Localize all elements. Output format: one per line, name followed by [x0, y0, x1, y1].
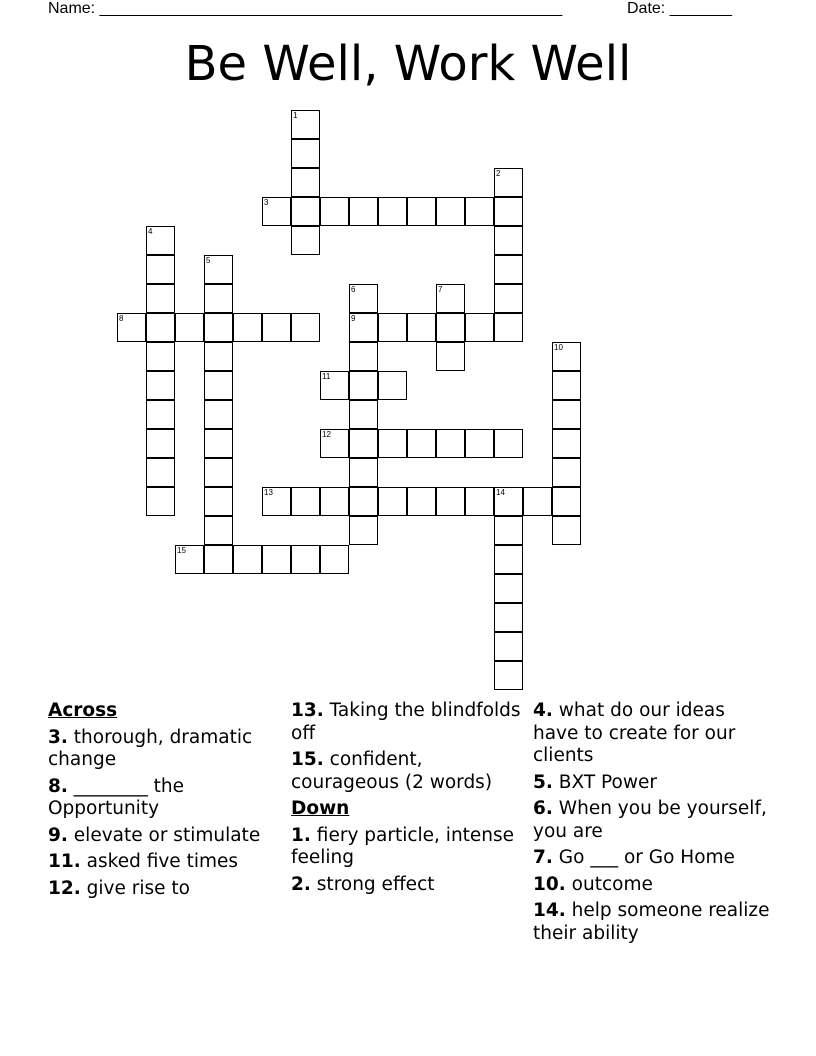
down-heading: Down	[291, 798, 350, 819]
clue-down-2	[291, 874, 521, 897]
cell-number: 9	[351, 314, 356, 323]
grid-cell[interactable]	[407, 197, 436, 226]
grid-cell[interactable]	[552, 342, 581, 371]
grid-cell[interactable]	[494, 632, 523, 661]
grid-cell[interactable]	[465, 197, 494, 226]
clue-column-1	[48, 700, 278, 904]
cell-number: 15	[177, 546, 186, 555]
grid-cell[interactable]	[378, 487, 407, 516]
grid-cell[interactable]	[552, 371, 581, 400]
cell-number: 10	[554, 343, 563, 352]
grid-cell[interactable]	[378, 313, 407, 342]
grid-cell[interactable]	[407, 487, 436, 516]
cell-number: 13	[264, 488, 273, 497]
grid-cell[interactable]	[494, 313, 523, 342]
clue-text: outcome	[571, 873, 653, 895]
clue-down-10	[533, 874, 773, 897]
clue-number: 4.	[533, 700, 553, 721]
clue-number: 15.	[291, 749, 324, 770]
name-field: Name: ____________________________________________________	[48, 0, 563, 17]
grid-cell[interactable]	[320, 429, 349, 458]
date-field: Date: _______	[627, 0, 732, 17]
grid-cell[interactable]	[436, 313, 465, 342]
grid-cell[interactable]	[494, 603, 523, 632]
grid-cell[interactable]	[436, 284, 465, 313]
grid-cell[interactable]	[465, 313, 494, 342]
clue-number: 8.	[48, 775, 68, 797]
grid-cell[interactable]	[349, 197, 378, 226]
clue-number: 11.	[48, 851, 81, 872]
cell-number: 4	[148, 227, 153, 236]
grid-cell[interactable]	[146, 371, 175, 400]
grid-cell[interactable]	[117, 313, 146, 342]
grid-cell[interactable]	[349, 400, 378, 429]
grid-cell[interactable]	[146, 429, 175, 458]
clue-down-5	[533, 772, 773, 795]
grid-cell[interactable]	[146, 400, 175, 429]
grid-cell[interactable]	[320, 371, 349, 400]
clue-text: elevate or stimulate	[73, 824, 261, 846]
clue-across-15	[291, 749, 521, 794]
grid-cell[interactable]	[407, 429, 436, 458]
grid-cell[interactable]	[204, 342, 233, 371]
clue-text: Go ___ or Go Home	[558, 847, 735, 868]
grid-cell[interactable]	[523, 487, 552, 516]
clue-number: 10.	[533, 873, 566, 895]
clue-text: strong effect	[316, 873, 435, 895]
clue-number: 3.	[48, 726, 68, 748]
cell-number: 11	[322, 372, 331, 381]
grid-cell[interactable]	[494, 487, 523, 516]
grid-cell[interactable]	[291, 168, 320, 197]
clue-across-8	[48, 776, 278, 821]
clue-number: 13.	[291, 700, 324, 721]
clue-text: what do our ideas have to create for our clients	[533, 700, 742, 766]
grid-cell[interactable]	[494, 545, 523, 574]
grid-cell[interactable]	[291, 110, 320, 139]
grid-cell[interactable]	[436, 197, 465, 226]
grid-cell[interactable]	[204, 429, 233, 458]
clue-text: Taking the blindfolds off	[291, 700, 527, 744]
grid-cell[interactable]	[146, 458, 175, 487]
grid-cell[interactable]	[494, 516, 523, 545]
grid-cell[interactable]	[146, 313, 175, 342]
clue-number: 1.	[291, 824, 311, 846]
grid-cell[interactable]	[552, 400, 581, 429]
grid-cell[interactable]	[262, 487, 291, 516]
clue-number: 9.	[48, 824, 68, 846]
clue-across-13	[291, 700, 527, 745]
grid-cell[interactable]	[494, 255, 523, 284]
clue-across-11	[48, 851, 278, 874]
cell-number: 3	[264, 198, 269, 207]
grid-cell[interactable]	[291, 545, 320, 574]
clue-number: 2.	[291, 873, 311, 895]
cell-number: 5	[206, 256, 211, 265]
grid-cell[interactable]	[494, 284, 523, 313]
grid-cell[interactable]	[494, 574, 523, 603]
clue-number: 5.	[533, 771, 553, 793]
clue-text: fiery particle, intense feeling	[291, 824, 520, 868]
grid-cell[interactable]	[494, 661, 523, 690]
grid-cell[interactable]	[204, 371, 233, 400]
grid-cell[interactable]	[204, 400, 233, 429]
page-title: Be Well, Work Well	[184, 36, 632, 92]
cell-number: 2	[496, 169, 501, 178]
clue-down-6	[533, 798, 773, 843]
grid-cell[interactable]	[494, 168, 523, 197]
cell-number: 7	[438, 285, 443, 294]
grid-cell[interactable]	[349, 487, 378, 516]
clue-number: 7.	[533, 847, 553, 868]
clue-column-2	[291, 700, 527, 900]
grid-cell[interactable]	[204, 545, 233, 574]
grid-cell[interactable]	[204, 516, 233, 545]
grid-cell[interactable]	[349, 313, 378, 342]
clue-text: BXT Power	[558, 771, 657, 793]
grid-cell[interactable]	[552, 516, 581, 545]
grid-cell[interactable]	[262, 197, 291, 226]
grid-cell[interactable]	[146, 226, 175, 255]
grid-cell[interactable]	[291, 226, 320, 255]
grid-cell[interactable]	[204, 458, 233, 487]
clue-text: ________ the Opportunity	[48, 775, 190, 819]
clue-text: help someone realize their ability	[533, 900, 776, 944]
grid-cell[interactable]	[378, 371, 407, 400]
clue-text: When you be yourself, you are	[533, 798, 773, 842]
clue-down-14	[533, 900, 776, 945]
grid-cell[interactable]	[349, 429, 378, 458]
clue-column-3	[533, 700, 776, 949]
grid-cell[interactable]	[146, 342, 175, 371]
grid-cell[interactable]	[552, 458, 581, 487]
grid-cell[interactable]	[320, 545, 349, 574]
clue-across-9	[48, 825, 278, 848]
grid-cell[interactable]	[204, 255, 233, 284]
clue-text: asked five times	[86, 851, 239, 872]
grid-cell[interactable]	[320, 197, 349, 226]
clue-text: confident, courageous (2 words)	[291, 749, 493, 793]
grid-cell[interactable]	[175, 313, 204, 342]
clue-number: 6.	[533, 798, 553, 819]
grid-cell[interactable]	[262, 545, 291, 574]
grid-cell[interactable]	[204, 284, 233, 313]
grid-cell[interactable]	[175, 545, 204, 574]
grid-cell[interactable]	[349, 371, 378, 400]
across-heading: Across	[48, 700, 118, 721]
grid-cell[interactable]	[494, 429, 523, 458]
grid-cell[interactable]	[465, 429, 494, 458]
clue-text: give rise to	[86, 877, 190, 899]
grid-cell[interactable]	[349, 458, 378, 487]
grid-cell[interactable]	[494, 197, 523, 226]
grid-cell[interactable]	[291, 487, 320, 516]
grid-cell[interactable]	[204, 487, 233, 516]
grid-cell[interactable]	[146, 284, 175, 313]
grid-cell[interactable]	[262, 313, 291, 342]
grid-cell[interactable]	[436, 487, 465, 516]
grid-cell[interactable]	[494, 226, 523, 255]
cell-number: 12	[322, 430, 331, 439]
clue-text: thorough, dramatic change	[48, 726, 259, 770]
grid-cell[interactable]	[233, 545, 262, 574]
grid-cell[interactable]	[552, 429, 581, 458]
grid-cell[interactable]	[146, 487, 175, 516]
clue-down-4	[533, 700, 773, 768]
grid-cell[interactable]	[436, 429, 465, 458]
cell-number: 14	[496, 488, 505, 497]
grid-cell[interactable]	[349, 516, 378, 545]
cell-number: 8	[119, 314, 124, 323]
grid-cell[interactable]	[349, 342, 378, 371]
grid-cell[interactable]	[291, 197, 320, 226]
grid-cell[interactable]	[233, 313, 262, 342]
grid-cell[interactable]	[436, 342, 465, 371]
clue-down-7	[533, 847, 773, 870]
grid-cell[interactable]	[204, 313, 233, 342]
grid-cell[interactable]	[349, 284, 378, 313]
clue-across-3	[48, 727, 278, 772]
grid-cell[interactable]	[146, 255, 175, 284]
clue-number: 12.	[48, 877, 81, 899]
clue-number: 14.	[533, 900, 566, 921]
grid-cell[interactable]	[552, 487, 581, 516]
grid-cell[interactable]	[378, 197, 407, 226]
grid-cell[interactable]	[320, 487, 349, 516]
grid-cell[interactable]	[378, 429, 407, 458]
grid-cell[interactable]	[465, 487, 494, 516]
clue-across-12	[48, 878, 278, 901]
grid-cell[interactable]	[291, 313, 320, 342]
cell-number: 1	[293, 111, 298, 120]
grid-cell[interactable]	[291, 139, 320, 168]
clue-down-1	[291, 825, 521, 870]
grid-cell[interactable]	[407, 313, 436, 342]
cell-number: 6	[351, 285, 356, 294]
